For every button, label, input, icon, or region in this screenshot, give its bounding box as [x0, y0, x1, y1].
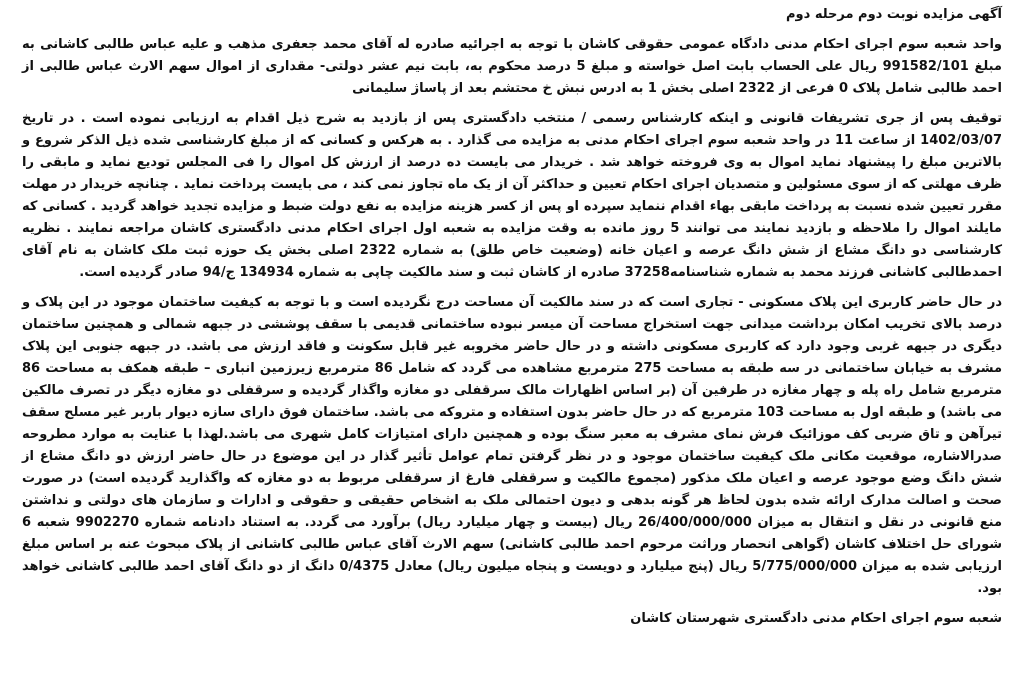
notice-intro-paragraph: واحد شعبه سوم اجرای احکام مدنی دادگاه عمومی حقوقی کاشان با توجه به اجرائیه صادره له آقای محمد جعفری مذهب و علیه عباس طالبی کاشانی به مبلغ 991582/101 ریال علی الحساب بابت اصل خواسته و مبلغ 5 درصد محکوم به، بابت نیم عشر دولتی- مقداری از اموال سهم الارث عباس طالبی از احمد طالبی شامل پلاک 0 فرعی از 2322 اصلی بخش 1 به ادرس نبش خ محتشم بعد از پاساژ سلیمانی [22, 37, 1002, 96]
issuing-office-signature: شعبه سوم اجرای احکام مدنی دادگستری شهرستان کاشان [630, 611, 1002, 626]
property-description-paragraph: در حال حاضر کاربری این پلاک مسکونی - تجاری است که در سند مالکیت آن مساحت درج نگردیده است و با توجه به کیفیت ساختمان موجود در این پلاک و درصد بالای تخریب امکان برداشت میدانی جهت استخراج مساحت آن میسر نبوده ساختمانی قدیمی با سقف پوششی در جبهه شمالی و همچنین ساختمان دیگری در جبهه غربی وجود دارد که کاربری مسکونی داشته و در حال حاضر مخروبه غیر قابل سکونت و فاقد ارزش می باشد. در جبهه جنوبی این پلاک مشرف به خیابان ساختمانی در سه طبقه به مساحت 275 مترمربع مشاهده می گردد که شامل 86 مترمربع زیرزمین انباری – طبقه همکف به مساحت 86 مترمربع شامل راه پله و چهار مغازه در طرفین آن (بر اساس اظهارات مالک سرقفلی دو مغازه واگذار گردیده و سرقفلی دو مغازه دیگر در تصرف مالکین می باشد) و طبقه اول به مساحت 103 مترمربع که در حال حاضر بدون استفاده و متروکه می باشد. ساختمان فوق دارای سازه دیوار باربر غیر مسلح سقف تیرآهن و تاق ضربی کف موزائیک فرش نمای مشرف به معبر سنگ بوده و همچنین دارای امتیازات کامل شهری می باشد.لهذا با عنایت به موارد مطروحه صدرالاشاره، موقعیت مکانی ملک کیفیت ساختمان موجود و در نظر گرفتن تمام عوامل تأثیر گذار در این موضوع در حال حاضر ارزش دو دانگ مشاع از شش دانگ وضع موجود عرصه و اعیان ملک مذکور (مجموع مالکیت و سرقفلی فارغ از سرقفلی مربوط به دو مغازه که واگذارید گردیده است) در صورت صحت و اصالت مدارک ارائه شده بدون لحاظ هر گونه بدهی و دیون احتمالی ملک به اشخاص حقیقی و حقوقی و ادارات و سازمان های دولتی و نداشتن منع قانونی در نقل و انتقال به میزان 26/400/000/000 ریال (بیست و چهار میلیارد ریال) برآورد می گردد. به استناد دادنامه شماره 9902270 شعبه 6 شورای حل اختلاف کاشان (گواهی انحصار وراثت مرحوم احمد طالبی کاشانی) سهم الارث آقای عباس طالبی کاشانی از پلاک مبحوث عنه بر اساس مبلغ ارزیابی شده به میزان 5/775/000/000 ریال (پنج میلیارد و دویست و پنجاه میلیون ریال) معادل 0/4375 دانگ از دو دانگ آقای احمد طالبی کاشانی خواهد بود. [22, 295, 1002, 596]
notice-title: آگهی مزایده نوبت دوم مرحله دوم [786, 7, 1002, 22]
auction-terms-paragraph: توقیف پس از جری تشریفات قانونی و اینکه کارشناس رسمی / منتخب دادگستری پس از بازدید به شرح ذیل اقدام به ارزیابی نموده است . در تاریخ 1402/03/07 از ساعت 11 در واحد شعبه سوم اجرای احکام مدنی به مزایده می گذارد . به هرکس و کسانی که از مبلغ کارشناسی شده ذیل الذکر شروع و بالاترین مبلغ را پیشنهاد نماید اموال به وی فروخته خواهد شد . خریدار می بایست ده درصد از ارزش کل اموال را فی المجلس تودیع نماید و مابقی را ظرف مهلتی که از سوی مسئولین و متصدیان اجرای احکام تعیین و حداکثر آن از یک ماه تجاوز نمی کند ، می بایست پرداخت نماید . چنانچه خریدار در مهلت مقرر تعیین شده نسبت به پرداخت مابقی بهاء اقدام ننماید سپرده او پس از کسر هزینه مزایده به نفع دولت ضبط و مزایده تجدید خواهد گردید . کسانی که مایلند اموال را ملاحظه و بازدید نمایند می توانند 5 روز مانده به وقت مزایده به شعبه اول اجرای احکام مدنی دادگستری کاشان مراجعه نمایند . نظریه کارشناسی دو دانگ مشاع از شش دانگ عرصه و اعیان خانه (وضعیت خاص طلق) به شماره 2322 اصلی بخش یک حوزه ثبت ملک کاشان به نام آقای احمدطالبی کاشانی فرزند محمد به شماره شناسنامه37258 صادره از کاشان ثبت و سند مالکیت چاپی به شماره 134934 ج/94 صادر گردیده است. [22, 111, 1003, 280]
